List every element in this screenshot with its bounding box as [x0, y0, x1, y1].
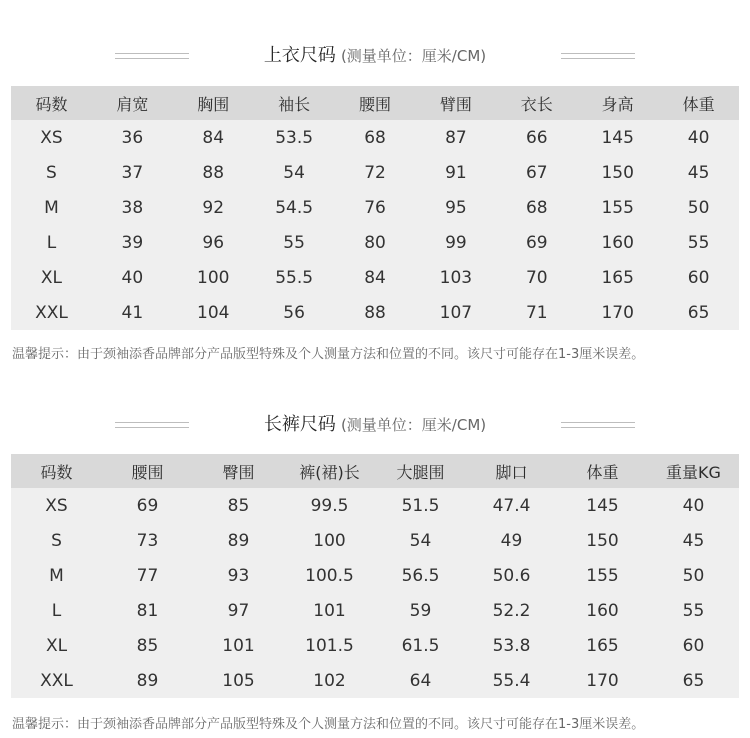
tops-unit: (测量单位：厘米/CM)	[340, 47, 487, 65]
table-cell: 88	[202, 162, 225, 183]
size-label-cell: S	[51, 530, 62, 551]
table-header-row	[11, 86, 739, 120]
table-row	[11, 295, 739, 330]
table-cell: 89	[136, 670, 159, 691]
table-cell: 145	[601, 127, 634, 148]
table-cell: 45	[682, 530, 705, 551]
table-cell: 60	[687, 267, 710, 288]
column-header: 臂围	[439, 94, 472, 114]
table-cell: 150	[601, 162, 634, 183]
table-cell: 55.4	[492, 670, 531, 691]
table-cell: 150	[586, 530, 619, 551]
table-cell: 40	[121, 267, 144, 288]
table-cell: 84	[364, 267, 386, 288]
table-cell: 101.5	[305, 635, 354, 656]
size-label-cell: XL	[40, 267, 62, 288]
table-cell: 70	[525, 267, 548, 288]
table-cell: 91	[445, 162, 467, 183]
column-header: 胸围	[197, 94, 230, 114]
table-cell: 50.6	[492, 565, 531, 586]
table-row	[11, 488, 739, 523]
table-cell: 56.5	[401, 565, 440, 586]
column-header: 大腿围	[396, 462, 445, 482]
column-header: 重量KG	[666, 462, 721, 482]
table-cell: 105	[222, 670, 255, 691]
table-cell: 93	[227, 565, 250, 586]
table-cell: 100	[197, 267, 230, 288]
table-cell: 89	[227, 530, 250, 551]
table-cell: 92	[202, 197, 225, 218]
table-cell: 87	[445, 127, 467, 148]
table-cell: 160	[601, 232, 634, 253]
table-row	[11, 190, 739, 225]
table-cell: 39	[121, 232, 144, 253]
table-cell: 73	[136, 530, 159, 551]
tops-title: 上衣尺码	[263, 45, 336, 66]
column-header: 腰围	[359, 94, 392, 114]
table-cell: 61.5	[401, 635, 440, 656]
pants-title: 长裤尺码	[263, 414, 336, 435]
title-divider-right	[561, 422, 635, 428]
table-cell: 170	[586, 670, 619, 691]
table-cell: 165	[586, 635, 619, 656]
table-cell: 54	[283, 162, 305, 183]
column-header: 臀围	[222, 462, 255, 482]
table-cell: 104	[197, 302, 230, 323]
size-label-cell: M	[49, 565, 64, 586]
table-cell: 47.4	[492, 495, 531, 516]
table-cell: 52.2	[492, 600, 531, 621]
column-header: 码数	[40, 462, 73, 482]
column-header: 体重	[586, 462, 619, 482]
table-cell: 50	[682, 565, 705, 586]
table-cell: 99	[445, 232, 467, 253]
table-cell: 65	[682, 670, 705, 691]
table-cell: 60	[682, 635, 705, 656]
table-cell: 45	[687, 162, 710, 183]
table-cell: 54.5	[275, 197, 314, 218]
table-cell: 97	[227, 600, 250, 621]
column-header: 码数	[35, 94, 68, 114]
table-cell: 145	[586, 495, 619, 516]
pants-size-table	[11, 454, 739, 698]
table-cell: 76	[364, 197, 386, 218]
table-cell: 85	[227, 495, 250, 516]
tops-section-title	[0, 44, 750, 68]
table-cell: 41	[121, 302, 144, 323]
table-cell: 85	[136, 635, 159, 656]
table-cell: 40	[682, 495, 705, 516]
table-cell: 100	[313, 530, 346, 551]
table-cell: 72	[364, 162, 386, 183]
table-cell: 53.5	[275, 127, 314, 148]
table-cell: 88	[364, 302, 386, 323]
pants-unit: (测量单位：厘米/CM)	[340, 416, 487, 434]
column-header: 袖长	[278, 94, 311, 114]
size-label-cell: S	[46, 162, 57, 183]
table-cell: 53.8	[492, 635, 531, 656]
size-label-cell: XS	[45, 495, 68, 516]
table-cell: 81	[136, 600, 159, 621]
title-divider-right	[561, 53, 635, 59]
table-row	[11, 225, 739, 260]
column-header: 腰围	[131, 462, 164, 482]
table-cell: 54	[409, 530, 432, 551]
table-cell: 67	[525, 162, 548, 183]
table-cell: 66	[525, 127, 548, 148]
table-cell: 55	[687, 232, 710, 253]
table-cell: 65	[687, 302, 710, 323]
table-cell: 55.5	[275, 267, 314, 288]
table-cell: 103	[439, 267, 473, 288]
table-cell: 36	[121, 127, 144, 148]
size-label-cell: XS	[40, 127, 63, 148]
table-cell: 99.5	[310, 495, 349, 516]
table-header-row	[11, 454, 739, 488]
table-cell: 102	[313, 670, 346, 691]
size-label-cell: XL	[45, 635, 68, 656]
table-cell: 59	[409, 600, 432, 621]
table-cell: 160	[586, 600, 619, 621]
column-header: 脚口	[495, 462, 528, 482]
table-cell: 69	[136, 495, 159, 516]
table-row	[11, 523, 739, 558]
table-cell: 155	[601, 197, 634, 218]
size-label-cell: L	[46, 232, 57, 253]
size-label-cell: M	[44, 197, 59, 218]
table-cell: 50	[687, 197, 710, 218]
table-cell: 40	[687, 127, 710, 148]
table-cell: 38	[121, 197, 144, 218]
table-cell: 49	[500, 530, 523, 551]
table-cell: 51.5	[401, 495, 440, 516]
table-cell: 68	[364, 127, 386, 148]
table-cell: 107	[439, 302, 473, 323]
table-cell: 37	[121, 162, 144, 183]
table-cell: 55	[283, 232, 305, 253]
pants-section-title	[0, 413, 750, 437]
table-cell: 101	[222, 635, 255, 656]
table-cell: 69	[525, 232, 548, 253]
size-label-cell: XXL	[35, 302, 68, 323]
table-row	[11, 120, 739, 155]
column-header: 肩宽	[116, 94, 149, 114]
table-cell: 101	[313, 600, 346, 621]
table-cell: 55	[682, 600, 705, 621]
table-row	[11, 663, 739, 698]
size-label-cell: XXL	[40, 670, 73, 691]
table-row	[11, 558, 739, 593]
table-cell: 64	[409, 670, 432, 691]
column-header: 身高	[601, 94, 634, 114]
table-cell: 84	[202, 127, 225, 148]
table-row	[11, 155, 739, 190]
tops-size-table	[11, 86, 739, 330]
column-header: 衣长	[520, 94, 553, 114]
table-row	[11, 593, 739, 628]
table-cell: 95	[445, 197, 467, 218]
table-cell: 170	[601, 302, 634, 323]
table-cell: 77	[136, 565, 159, 586]
table-cell: 155	[586, 565, 619, 586]
table-cell: 80	[364, 232, 386, 253]
table-cell: 100.5	[305, 565, 354, 586]
table-cell: 68	[525, 197, 548, 218]
table-cell: 71	[525, 302, 548, 323]
table-row	[11, 260, 739, 295]
table-cell: 96	[202, 232, 225, 253]
column-header: 裤(裙)长	[299, 462, 360, 482]
size-label-cell: L	[51, 600, 62, 621]
pants-tip: 温馨提示：由于颈袖添香品牌部分产品版型特殊及个人测量方法和位置的不同。该尺寸可能存在1-3厘米误差。	[12, 717, 645, 732]
tops-tip: 温馨提示：由于颈袖添香品牌部分产品版型特殊及个人测量方法和位置的不同。该尺寸可能存在1-3厘米误差。	[12, 347, 645, 362]
table-row	[11, 628, 739, 663]
table-cell: 56	[283, 302, 305, 323]
table-cell: 165	[601, 267, 634, 288]
column-header: 体重	[682, 94, 715, 114]
